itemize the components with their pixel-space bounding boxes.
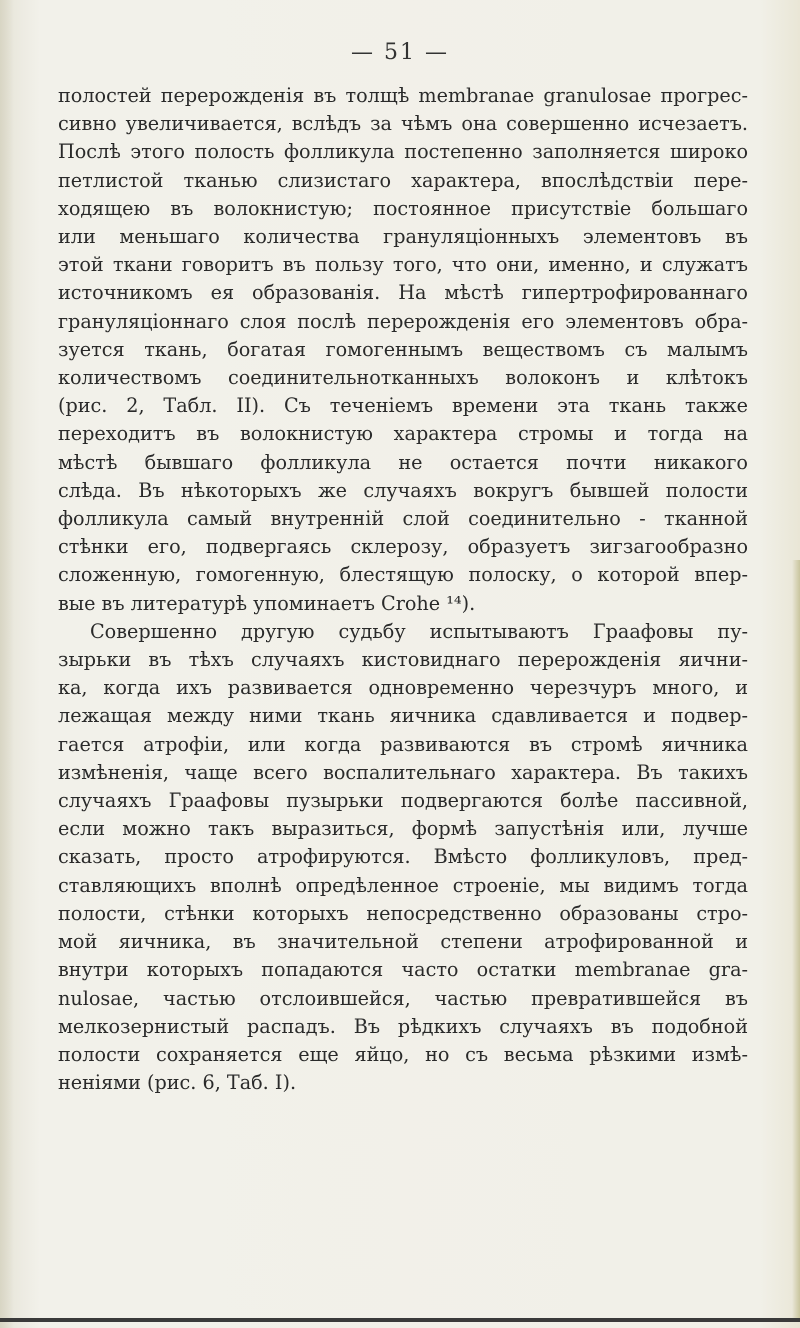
text-line: лежащая между ними ткань яичника сдавливается и подвер- — [58, 704, 748, 728]
text-line: мелкозернистый распадъ. Въ рѣдкихъ случаяхъ въ подобной — [58, 1014, 748, 1038]
text-line: внутри которыхъ попадаются часто остатки membranae gra- — [58, 958, 748, 982]
paragraph-start-line: Совершенно другую судьбу испытываютъ Граафовы пу- — [90, 619, 748, 643]
text-line: ставляющихъ вполнѣ опредѣленное строеніе, мы видимъ тогда — [58, 873, 748, 897]
page-right-edge — [792, 560, 800, 1320]
text-line: количествомъ соединительнотканныхъ волоконъ и клѣтокъ — [58, 366, 748, 390]
body-text — [58, 82, 748, 1097]
text-line: измѣненія, чаще всего воспалительнаго характера. Въ такихъ — [58, 760, 748, 784]
text-line: мѣстѣ бывшаго фолликула не остается почти никакого — [58, 450, 748, 474]
text-line: стѣнки его, подвергаясь склерозу, образуетъ зигзагообразно — [58, 535, 748, 559]
text-line: сказать, просто атрофируются. Вмѣсто фолликуловъ, пред- — [58, 845, 748, 869]
text-line: полостей перерожденія въ толщѣ membranae granulosae прогрес- — [58, 84, 748, 107]
paragraph-end-line: неніями (рис. 6, Таб. I). — [58, 1071, 297, 1095]
text-line: переходитъ въ волокнистую характера стромы и тогда на — [58, 422, 748, 446]
page-bottom-edge — [0, 1318, 800, 1322]
text-line: петлистой тканью слизистаго характера, впослѣдствіи пере- — [58, 168, 748, 192]
text-line: мой яичника, въ значительной степени атрофированной и — [58, 930, 748, 954]
text-line: или меньшаго количества грануляціонныхъ элементовъ въ — [58, 225, 748, 249]
text-line: источникомъ ея образованія. На мѣстѣ гипертрофированнаго — [58, 281, 748, 305]
paragraph-end-line: вые въ литературѣ упоминаетъ Crohe ¹⁴). — [58, 591, 476, 615]
text-line: зырьки въ тѣхъ случаяхъ кистовиднаго перерожденія яични- — [58, 648, 748, 672]
text-line: фолликула самый внутренній слой соединительно - тканной — [58, 507, 748, 531]
text-line: nulosae, частью отслоившейся, частью превратившейся въ — [58, 986, 748, 1010]
text-line: грануляціоннаго слоя послѣ перерожденія его элементовъ обра- — [58, 309, 748, 333]
text-line: Послѣ этого полость фолликула постепенно заполняется широко — [58, 140, 748, 164]
text-line: этой ткани говоритъ въ пользу того, что они, именно, и служатъ — [58, 253, 748, 277]
text-line: ка, когда ихъ развивается одновременно черезчуръ много, и — [58, 676, 748, 700]
text-line: (рис. 2, Табл. II). Съ теченіемъ времени эта ткань также — [58, 394, 748, 418]
page-left-shadow — [0, 0, 14, 1328]
text-line: полости, стѣнки которыхъ непосредственно образованы стро- — [58, 901, 748, 925]
page-number: — 51 — — [351, 40, 449, 65]
text-line: зуется ткань, богатая гомогеннымъ веществомъ съ малымъ — [58, 337, 748, 361]
text-line: если можно такъ выразиться, формѣ запустѣнія или, лучше — [58, 817, 748, 841]
text-line: ходящею въ волокнистую; постоянное присутствіе большаго — [58, 196, 748, 220]
text-line: полости сохраняется еще яйцо, но съ весьма рѣзкими измѣ- — [58, 1042, 748, 1066]
text-line: сложенную, гомогенную, блестящую полоску, о которой впер- — [58, 563, 748, 587]
text-line: сивно увеличивается, вслѣдъ за чѣмъ она совершенно исчезаетъ. — [58, 112, 748, 136]
text-line: случаяхъ Граафовы пузырьки подвергаются болѣе пассивной, — [58, 789, 748, 813]
text-line: гается атрофіи, или когда развиваются въ стромѣ яичника — [58, 732, 748, 756]
text-line: слѣда. Въ нѣкоторыхъ же случаяхъ вокругъ бывшей полости — [58, 478, 748, 502]
